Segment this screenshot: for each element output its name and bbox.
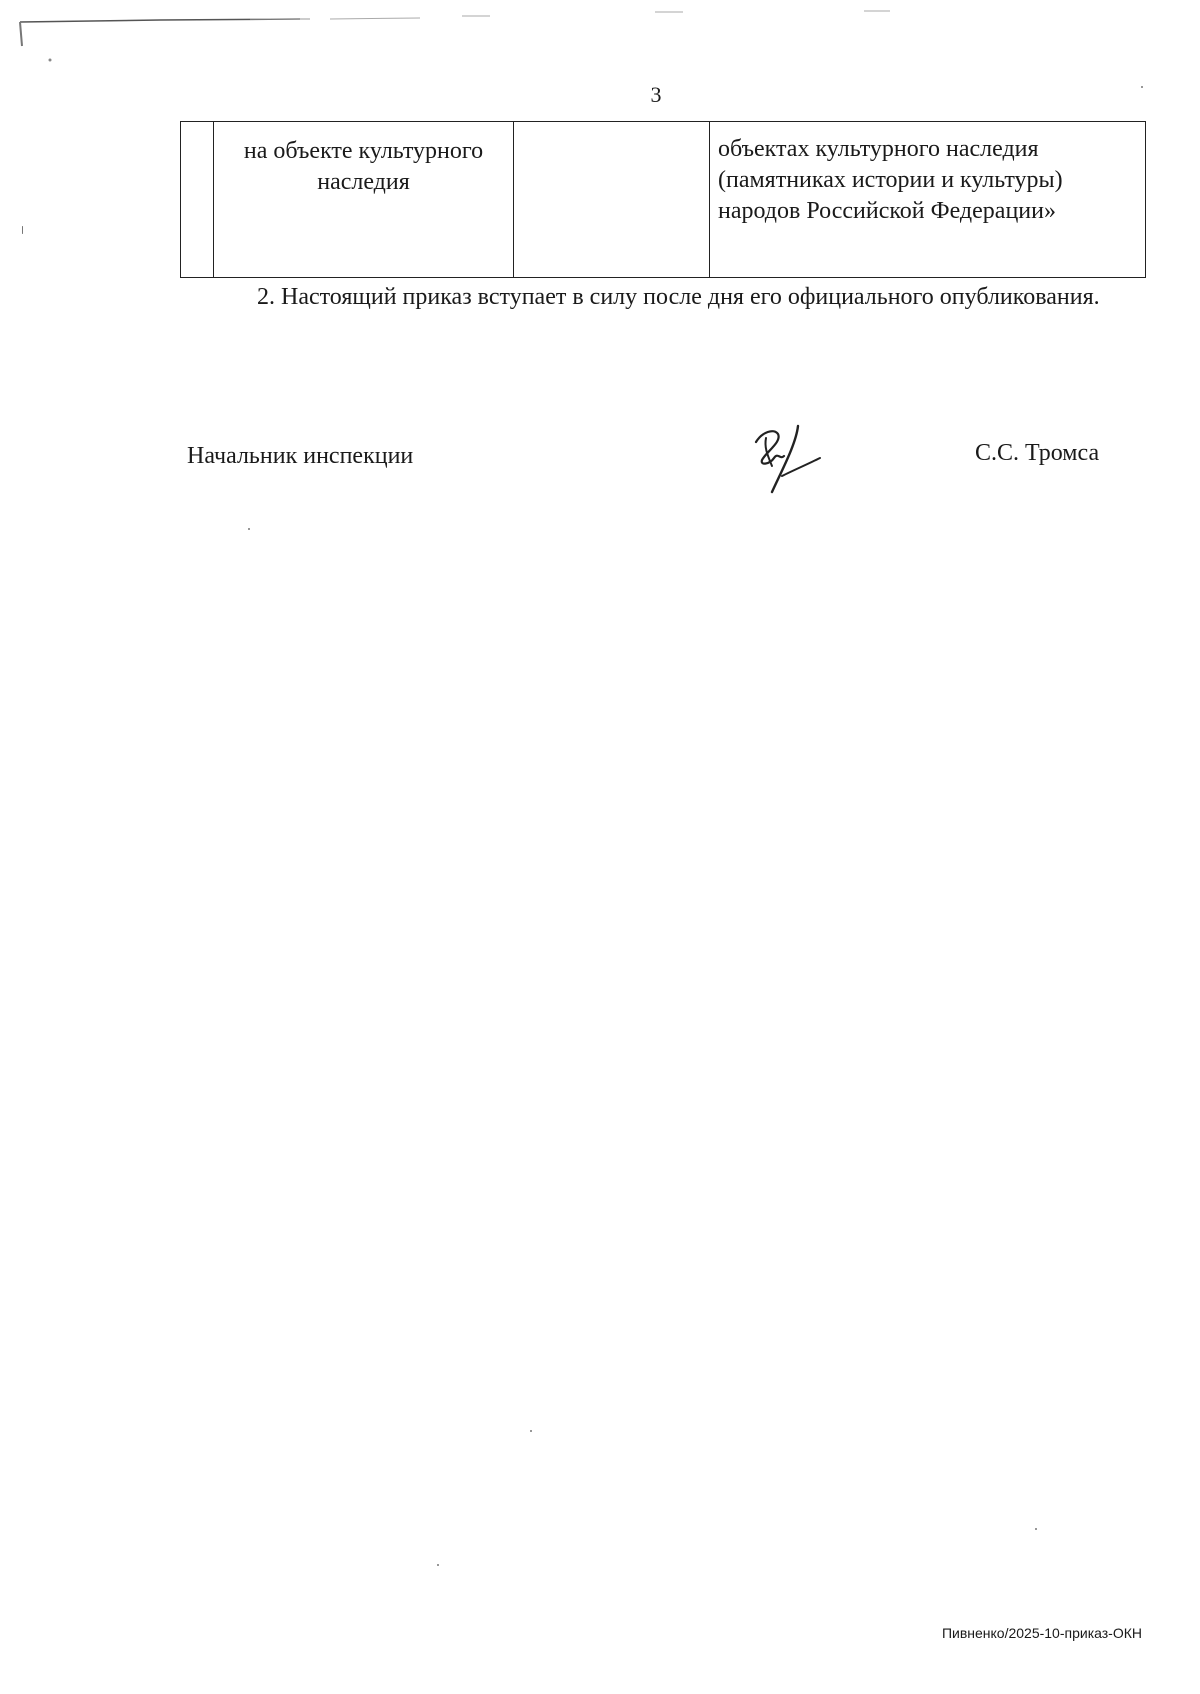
scan-speck [248,528,250,530]
scan-speck [22,226,23,234]
continuation-table [180,121,1146,278]
signatory-position: Начальник инспекции [187,443,414,469]
handwritten-signature [752,420,824,498]
scan-speck [1035,1528,1037,1530]
table-cell-number [181,122,214,278]
table-cell-empty [514,122,710,278]
scan-artifacts [0,0,1200,80]
table-row [181,122,1146,278]
scan-speck [1141,86,1143,88]
table-cell-object: на объекте культурного наследия [214,122,514,278]
signatory-name: С.С. Тромса [975,440,1100,466]
document-reference: Пивненко/2025-10-приказ-ОКН [941,1625,1142,1641]
page-number: 3 [650,82,662,107]
scan-speck [437,1564,439,1566]
table-cell-basis: объектах культурного наследия (памятниках истории и культуры) народов Российской Федерации» [710,122,1146,278]
scan-speck [530,1430,532,1432]
order-paragraph-2: 2. Настоящий приказ вступает в силу после дня его официального опубликования. [257,284,1100,310]
